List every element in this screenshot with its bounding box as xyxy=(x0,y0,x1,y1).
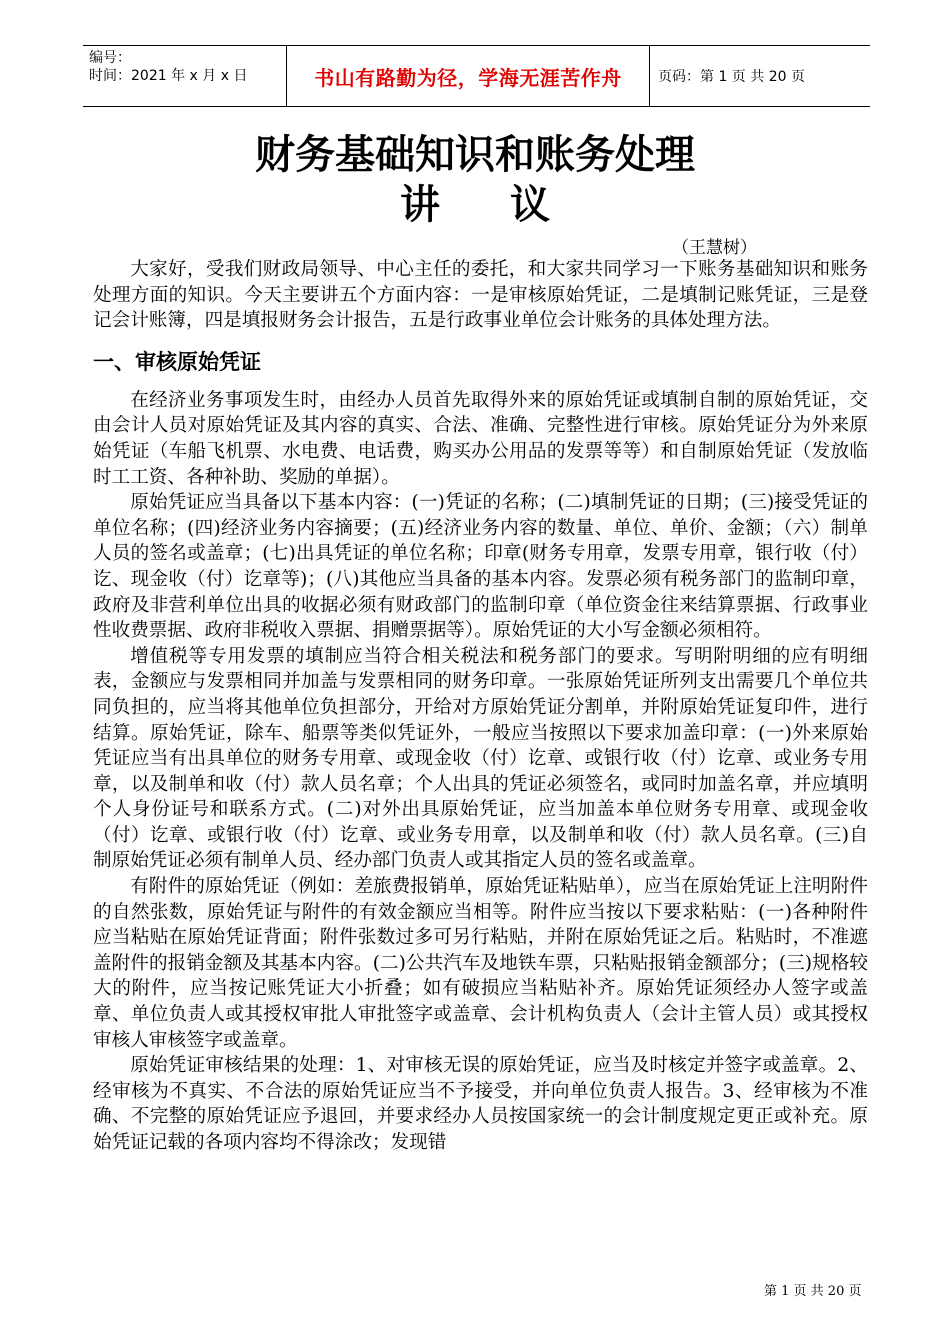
body-paragraph: 在经济业务事项发生时，由经办人员首先取得外来的原始凭证或填制自制的原始凭证，交由会计人员对原始凭证及其内容的真实、合法、准确、完整性进行审核。原始凭证分为外来原始凭证（车船飞机票、水电费、电话费，购买办公用品的发票等等）和自制原始凭证（发放临时工工资、各种补助、奖励的单据）。 xyxy=(93,389,868,488)
section-heading: 一、审核原始凭证 xyxy=(93,349,261,374)
page-header xyxy=(83,45,870,107)
body-paragraph: 增值税等专用发票的填制应当符合相关税法和税务部门的要求。写明附明细的应有明细表，金额应与发票相同并加盖与发票相同的财务印章。一张原始凭证所列支出需要几个单位共同负担的，应当将其他单位负担部分，开给对方原始凭证分割单，并附原始凭证复印件，进行结算。原始凭证，除车、船票等类似凭证外，一般应当按照以下要求加盖印章：(一)外来原始凭证应当有出具单位的财务专用章、或现金收（付）讫章、或银行收（付）讫章、或业务专用章，以及制单和收（付）款人员名章；个人出具的凭证必须签名，或同时加盖名章，并应填明个人身份证号和联系方式。(二)对外出具原始凭证，应当加盖本单位财务专用章、或现金收（付）讫章、或银行收（付）讫章、或业务专用章，以及制单和收（付）款人员名章。(三)自制原始凭证必须有制单人员、经办部门负责人或其指定人员的签名或盖章。 xyxy=(93,645,868,872)
document-title: 财务基础知识和账务处理 xyxy=(255,132,695,178)
body-paragraph: 原始凭证应当具备以下基本内容：(一)凭证的名称；(二)填制凭证的日期；(三)接受凭证的单位名称；(四)经济业务内容摘要；(五)经济业务内容的数量、单位、单价、金额；（六）制单人员的签名或盖章；(七)出具凭证的单位名称；印章(财务专用章，发票专用章，银行收（付）讫、现金收（付）讫章等)；(八)其他应当具备的基本内容。发票必须有税务部门的监制印章，政府及非营利单位出具的收据必须有财政部门的监制印章（单位资金往来结算票据、行政事业性收费票据、政府非税收入票据、捐赠票据等）。原始凭证的大小写金额必须相符。 xyxy=(93,492,868,642)
page-footer: 第 1 页 共 20 页 xyxy=(764,1284,862,1299)
header-motto: 书山有路勤为径，学海无涯苦作舟 xyxy=(287,46,650,106)
header-meta xyxy=(83,46,287,106)
document-time-label: 时间：2021 年 x 月 x 日 xyxy=(89,68,248,84)
document-subtitle: 讲议 xyxy=(400,182,620,228)
intro-paragraph: 大家好，受我们财政局领导、中心主任的委托，和大家共同学习一下账务基础知识和账务处理方面的知识。今天主要讲五个方面内容：一是审核原始凭证，二是填制记账凭证，三是登记会计账簿，四是填报财务会计报告，五是行政事业单位会计账务的具体处理方法。 xyxy=(93,259,868,332)
document-author: （王慧树） xyxy=(672,238,757,258)
document-body xyxy=(93,257,868,1156)
document-number-label: 编号： xyxy=(89,50,131,66)
body-paragraph: 原始凭证审核结果的处理：1、对审核无误的原始凭证，应当及时核定并签字或盖章。2、经审核为不真实、不合法的原始凭证应当不予接受，并向单位负责人报告。3、经审核为不准确、不完整的原始凭证应予退回，并要求经办人员按国家统一的会计制度规定更正或补充。原始凭证记载的各项内容均不得涂改；发现错 xyxy=(93,1055,868,1153)
body-paragraph: 有附件的原始凭证（例如：差旅费报销单，原始凭证粘贴单），应当在原始凭证上注明附件的自然张数，原始凭证与附件的有效金额应当相等。附件应当按以下要求粘贴：(一)各种附件应当粘贴在原始凭证背面；附件张数过多可另行粘贴，并附在原始凭证之后。粘贴时，不准遮盖附件的报销金额及其基本内容。(二)公共汽车及地铁车票，只粘贴报销金额部分；(三)规格较大的附件，应当按记账凭证大小折叠；如有破损应当粘贴补齐。原始凭证须经办人签字或盖章、单位负责人或其授权审批人审批签字或盖章、会计机构负责人（会计主管人员）或其授权审核人审核签字或盖章。 xyxy=(93,876,868,1051)
header-page-label: 页码：第 1 页 共 20 页 xyxy=(658,69,805,85)
